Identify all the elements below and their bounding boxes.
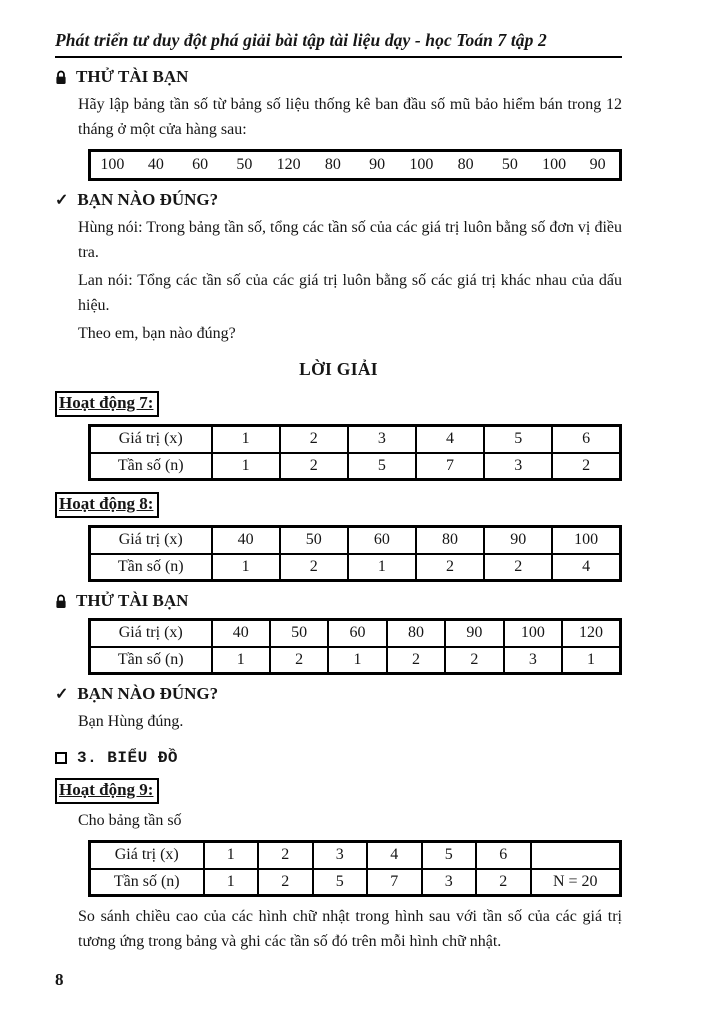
table-cell: 2 xyxy=(270,647,328,674)
table-cell: 90 xyxy=(484,527,552,554)
table-cell: 2 xyxy=(258,842,313,869)
table-cell: 6 xyxy=(476,842,531,869)
frequency-table-activity-8 xyxy=(88,525,622,582)
table-cell: 2 xyxy=(484,554,552,581)
table-cell: 100 xyxy=(542,156,567,173)
running-header xyxy=(55,30,622,58)
table-cell: 50 xyxy=(501,156,518,173)
table-cell: 90 xyxy=(589,156,606,173)
table-row xyxy=(90,453,621,480)
table-cell: 80 xyxy=(387,620,445,647)
table-cell: 40 xyxy=(212,620,270,647)
table-cell: 5 xyxy=(422,842,477,869)
table-cell: Tần số (n) xyxy=(90,869,204,896)
table-cell: Giá trị (x) xyxy=(90,527,212,554)
table-cell: Giá trị (x) xyxy=(90,426,212,453)
table-cell: 60 xyxy=(192,156,209,173)
table-cell: 4 xyxy=(367,842,422,869)
table-cell: 1 xyxy=(212,453,280,480)
table-cell: 2 xyxy=(445,647,503,674)
answer-text: Bạn Hùng đúng. xyxy=(78,713,184,730)
table-cell: 100 xyxy=(100,156,125,173)
table-cell: 7 xyxy=(416,453,484,480)
table-cell: 1 xyxy=(212,426,280,453)
table-cell: 100 xyxy=(504,620,562,647)
activity-9-label: Hoạt động 9: xyxy=(55,778,159,804)
table-cell: 1 xyxy=(204,869,259,896)
table-cell: 3 xyxy=(484,453,552,480)
table-cell: 1 xyxy=(328,647,386,674)
page-number: 8 xyxy=(55,970,64,989)
table-cell: 1 xyxy=(348,554,416,581)
table-cell: 5 xyxy=(348,453,416,480)
section-3-charts-heading xyxy=(55,749,622,767)
table-cell: 5 xyxy=(313,869,368,896)
table-cell: 2 xyxy=(280,426,348,453)
question-text: Theo em, bạn nào đúng? xyxy=(78,325,236,342)
activity-9-row xyxy=(55,778,622,804)
table-cell xyxy=(531,842,621,869)
table-cell: 90 xyxy=(369,156,386,173)
table-row xyxy=(90,426,621,453)
running-header-title: Phát triển tư duy đột phá giải bài tập tài liệu dạy - học Toán 7 tập 2 xyxy=(55,30,547,50)
table-cell: 1 xyxy=(212,647,270,674)
activity-7-row xyxy=(55,391,622,417)
raw-data-strip-table xyxy=(88,149,622,181)
table-cell: 3 xyxy=(313,842,368,869)
table-row xyxy=(90,869,621,896)
table-cell: 3 xyxy=(422,869,477,896)
activity-9-outro-text: So sánh chiều cao của các hình chữ nhật trong hình sau với tần số của các giá trị tương ứng trong bảng và ghi các tần số đó trên mỗi hình chữ nhật. xyxy=(78,908,622,950)
section-who-is-right-1 xyxy=(55,190,622,210)
table-cell: Giá trị (x) xyxy=(90,620,212,647)
table-cell: Tần số (n) xyxy=(90,554,212,581)
table-cell: 50 xyxy=(236,156,253,173)
table-cell: 5 xyxy=(484,426,552,453)
table-cell: 120 xyxy=(276,156,301,173)
table-cell: 50 xyxy=(270,620,328,647)
section-title: THỬ TÀI BẠN xyxy=(76,591,189,610)
table-cell: 100 xyxy=(552,527,620,554)
section-title: BẠN NÀO ĐÚNG? xyxy=(77,190,219,209)
table-cell: 6 xyxy=(552,426,620,453)
table-cell: 4 xyxy=(416,426,484,453)
table-cell: 50 xyxy=(280,527,348,554)
hung-statement-text: Hùng nói: Trong bảng tần số, tổng các tần số của các giá trị luôn bằng số đơn vị điều tra. xyxy=(78,219,622,261)
table-cell: 2 xyxy=(476,869,531,896)
table-cell: 2 xyxy=(552,453,620,480)
section-try-your-skill-2 xyxy=(55,591,622,611)
table-cell: 1 xyxy=(212,554,280,581)
section-title: THỬ TÀI BẠN xyxy=(76,67,189,86)
lock-icon xyxy=(55,594,67,609)
section-title: 3. BIỂU ĐỒ xyxy=(77,749,179,767)
table-cell: 2 xyxy=(280,554,348,581)
table-cell: 60 xyxy=(328,620,386,647)
frequency-table-activity-9 xyxy=(88,840,622,897)
table-cell: 40 xyxy=(147,156,164,173)
table-cell: 4 xyxy=(552,554,620,581)
table-cell: 60 xyxy=(348,527,416,554)
section-title: BẠN NÀO ĐÚNG? xyxy=(77,684,219,703)
table-row xyxy=(90,554,621,581)
table-cell: 1 xyxy=(562,647,620,674)
table-cell: Giá trị (x) xyxy=(90,842,204,869)
checkmark-icon: ✓ xyxy=(55,192,69,209)
table-cell: 2 xyxy=(416,554,484,581)
lock-icon xyxy=(55,70,67,85)
table-cell: 40 xyxy=(212,527,280,554)
checkmark-icon: ✓ xyxy=(55,686,69,703)
table-cell: 90 xyxy=(445,620,503,647)
table-cell: 100 xyxy=(409,156,434,173)
table-row xyxy=(90,647,621,674)
frequency-table-try-2 xyxy=(88,618,622,675)
try1-intro-text: Hãy lập bảng tần số từ bảng số liệu thống kê ban đầu số mũ bảo hiểm bán trong 12 tháng ở một cửa hàng sau: xyxy=(78,96,622,138)
table-cell: 80 xyxy=(324,156,341,173)
frequency-table-activity-7 xyxy=(88,424,622,481)
table-cell: Tần số (n) xyxy=(90,453,212,480)
table-cell: 7 xyxy=(367,869,422,896)
table-row xyxy=(90,842,621,869)
activity-9-intro-text: Cho bảng tần số xyxy=(78,812,182,829)
solution-heading: LỜI GIẢI xyxy=(299,359,378,379)
table-cell: 80 xyxy=(457,156,474,173)
table-cell: 2 xyxy=(258,869,313,896)
table-cell: Tần số (n) xyxy=(90,647,212,674)
table-row xyxy=(90,620,621,647)
section-try-your-skill-1 xyxy=(55,67,622,87)
square-bullet-icon xyxy=(55,752,67,764)
table-cell: 2 xyxy=(387,647,445,674)
table-row xyxy=(90,151,621,180)
lan-statement-text: Lan nói: Tổng các tần số của các giá trị luôn bằng số các giá trị khác nhau của dấu hiệu. xyxy=(78,272,622,314)
table-row xyxy=(90,527,621,554)
activity-8-row xyxy=(55,492,622,518)
table-cell: 3 xyxy=(348,426,416,453)
table-cell: 80 xyxy=(416,527,484,554)
table-cell: 3 xyxy=(504,647,562,674)
table-cell: 1 xyxy=(204,842,259,869)
table-cell: N = 20 xyxy=(531,869,621,896)
table-cell: 2 xyxy=(280,453,348,480)
section-who-is-right-2 xyxy=(55,684,622,704)
activity-8-label: Hoạt động 8: xyxy=(55,492,159,518)
activity-7-label: Hoạt động 7: xyxy=(55,391,159,417)
table-cell: 120 xyxy=(562,620,620,647)
